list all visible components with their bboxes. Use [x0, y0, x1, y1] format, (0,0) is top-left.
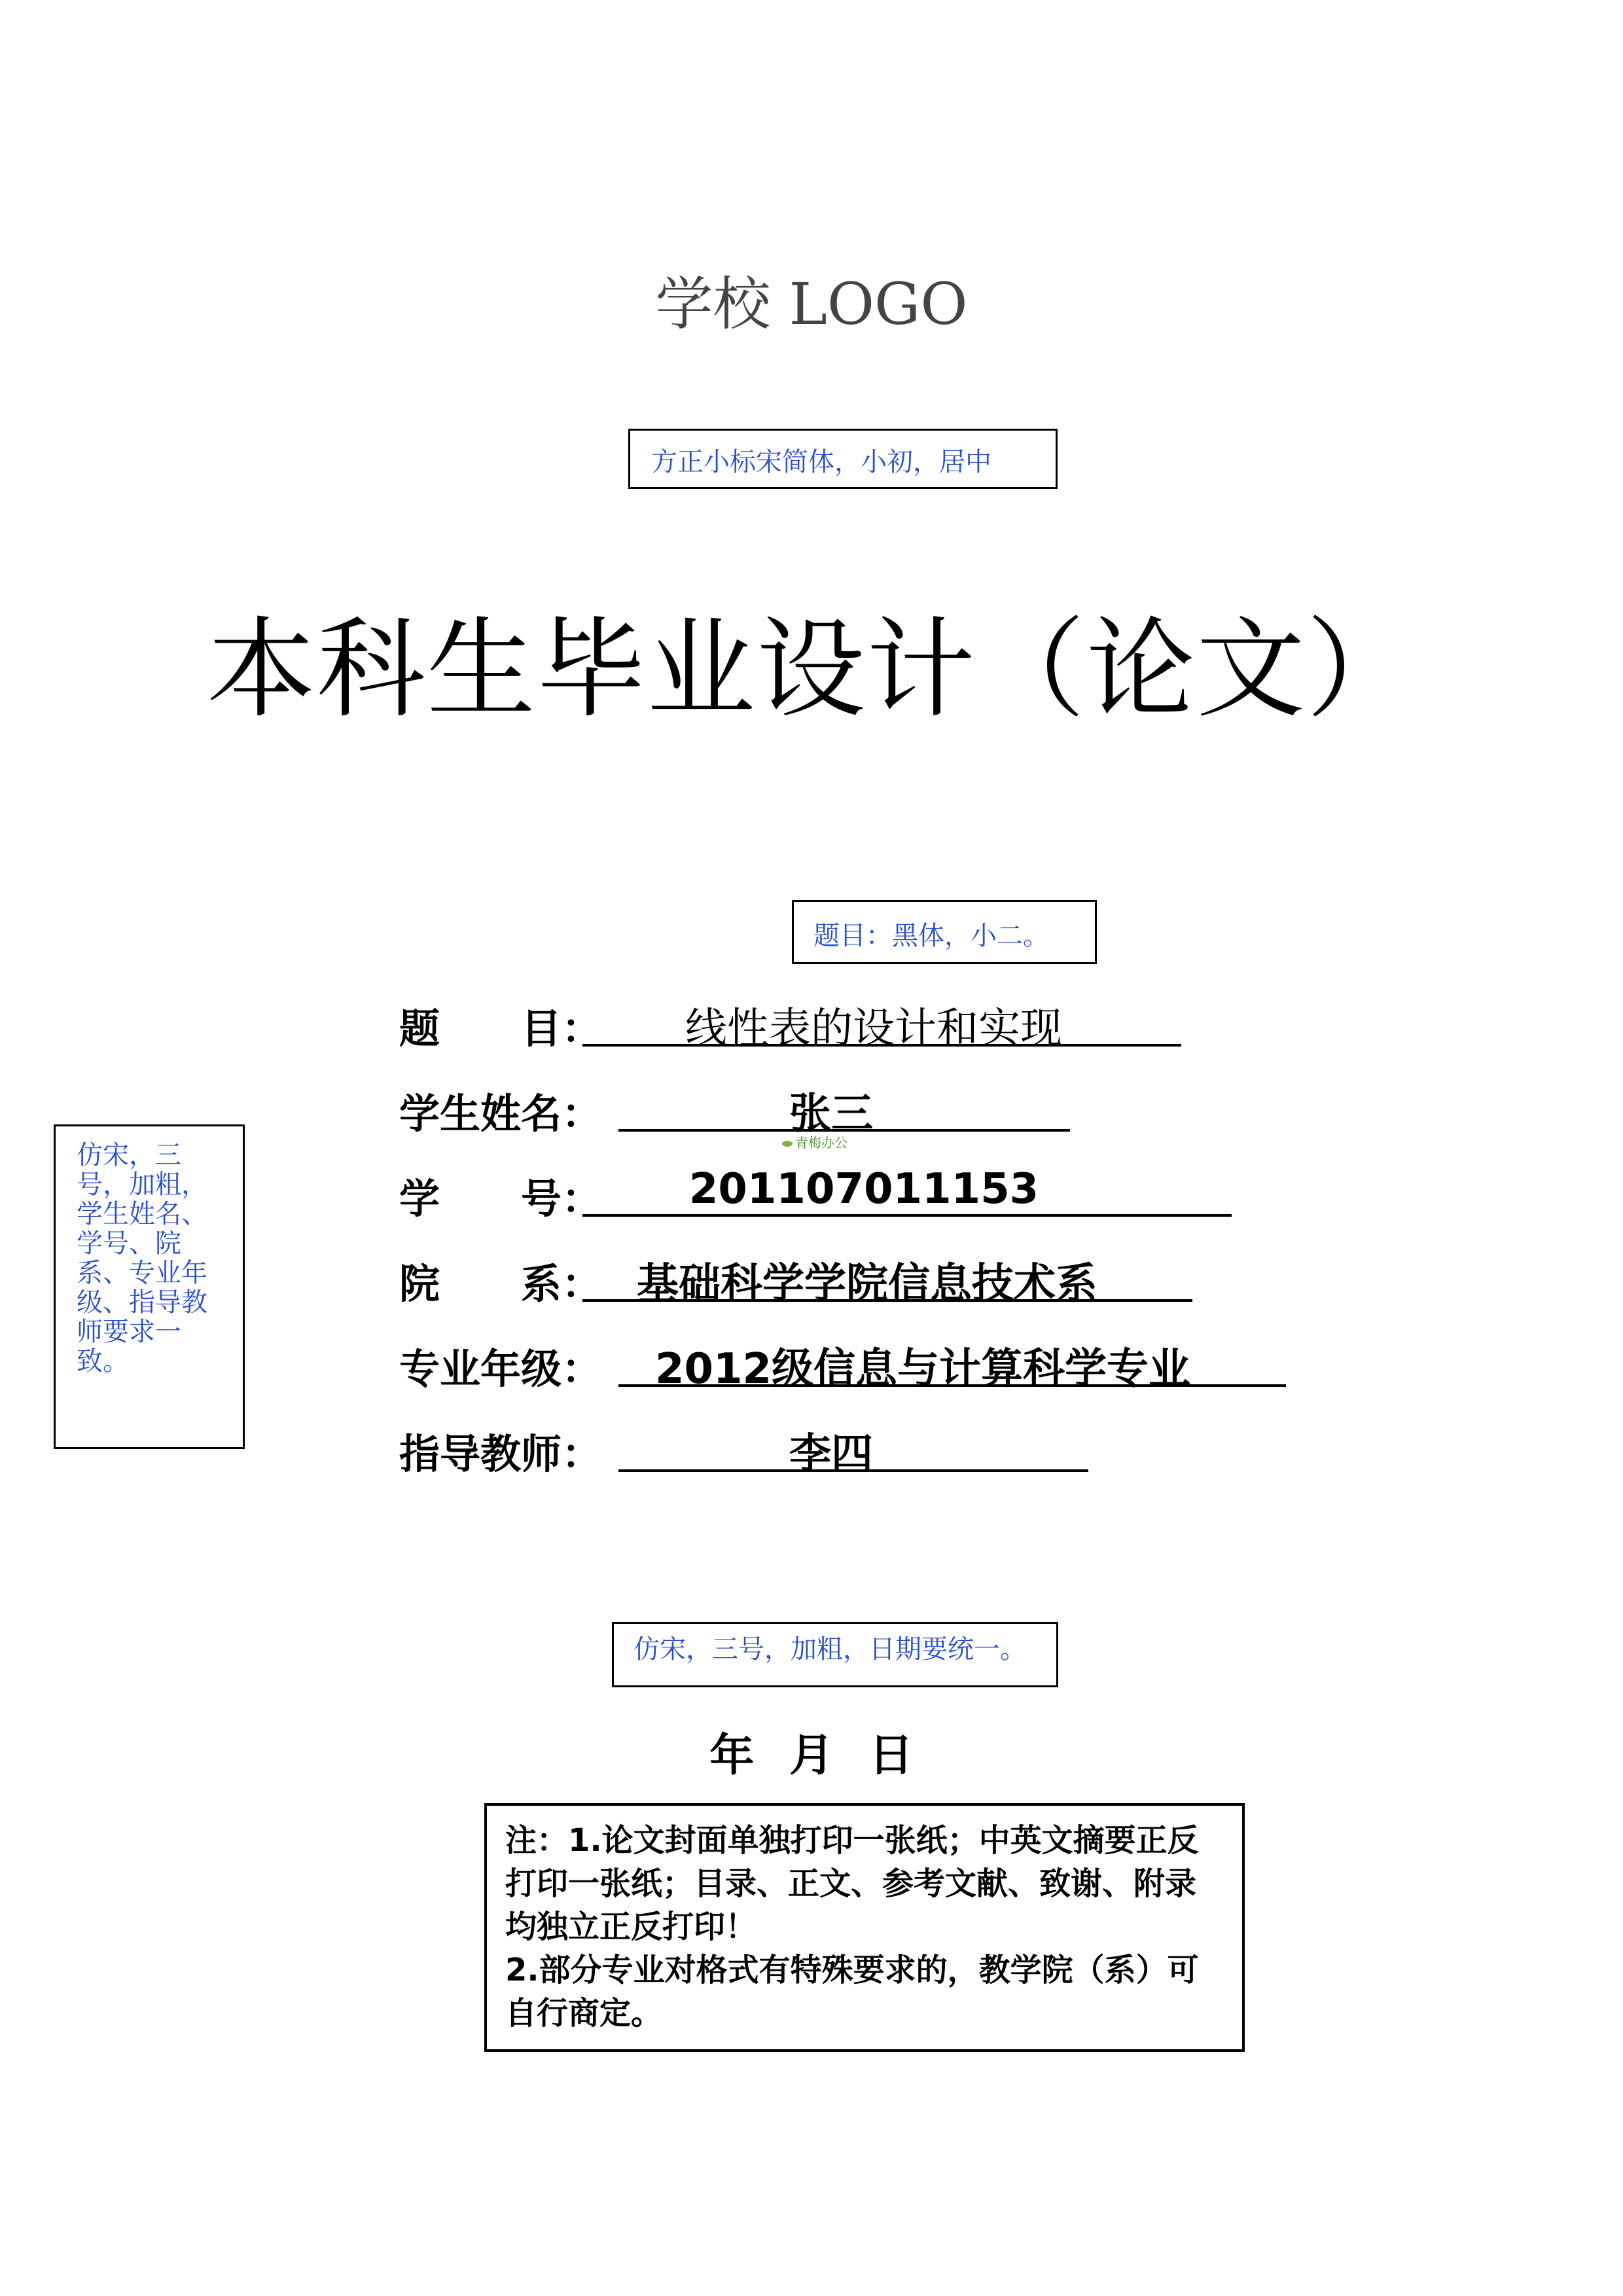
leaf-icon [782, 1141, 793, 1147]
field-underline-student-name [618, 1129, 1070, 1132]
print-notice-line-1: 注：1.论文封面单独打印一张纸；中英文摘要正反打印一张纸；目录、正文、参考文献、致谢、附录均独立正反打印！ [505, 1822, 1199, 1945]
school-logo-placeholder: 学校 LOGO [655, 270, 968, 338]
date-format-note-text: 仿宋，三号，加粗，日期要统一。 [633, 1634, 1026, 1664]
field-underline-department [582, 1299, 1192, 1302]
title-format-note-text: 方正小标宋简体，小初，居中 [651, 447, 991, 477]
field-label-advisor: 指导教师： [399, 1430, 603, 1478]
watermark [782, 1132, 847, 1151]
topic-format-note [792, 900, 1097, 964]
field-underline-advisor [618, 1469, 1088, 1472]
main-title: 本科生毕业设计（论文） [207, 607, 1416, 733]
field-label-student-id: 学 号： [399, 1175, 603, 1223]
field-label-major-grade: 专业年级： [399, 1345, 603, 1393]
print-notice-line-2: 2.部分专业对格式有特殊要求的，教学院（系）可自行商定。 [505, 1952, 1199, 2032]
watermark-text: 青梅办公 [795, 1135, 847, 1151]
topic-format-note-text: 题目：黑体，小二。 [813, 921, 1049, 951]
field-value-student-id: 201107011153 [688, 1165, 1039, 1213]
field-underline-student-id [582, 1214, 1232, 1217]
field-value-student-name: 张三 [789, 1090, 873, 1138]
title-format-note [628, 429, 1058, 489]
field-value-topic: 线性表的设计和实现 [685, 1005, 1062, 1053]
date-format-note [612, 1622, 1058, 1687]
student-info-format-note [54, 1124, 245, 1449]
field-value-advisor: 李四 [789, 1430, 873, 1479]
date-row: 年 月 日 [709, 1730, 914, 1782]
field-underline-major-grade [618, 1384, 1286, 1387]
field-label-department: 院 系： [399, 1260, 603, 1308]
field-label-student-name: 学生姓名： [399, 1090, 603, 1138]
field-label-topic: 题 目： [399, 1005, 603, 1052]
student-info-format-note-text: 仿宋，三号，加粗，学生姓名、学号、院系、专业年级、指导教师要求一致。 [77, 1140, 207, 1376]
field-value-major-grade: 2012级信息与计算科学专业 [654, 1345, 1191, 1393]
print-notice-box [484, 1803, 1245, 2052]
field-value-department: 基础科学学院信息技术系 [637, 1260, 1097, 1308]
field-underline-topic [582, 1044, 1181, 1047]
